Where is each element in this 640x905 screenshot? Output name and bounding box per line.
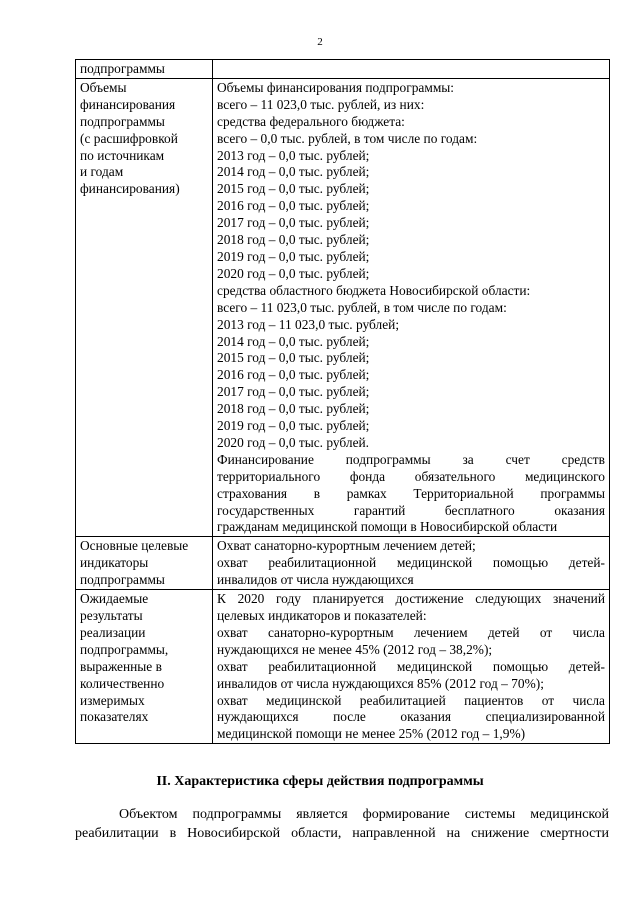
value-line: охват реабилитационной медицинской помощью детей- [217, 555, 605, 571]
value-line: Охват санаторно-курортным лечением детей; [217, 538, 476, 554]
value-line: охват санаторно-курортным лечением детей от числа [217, 624, 605, 640]
section-heading: II. Характеристика сферы действия подпрограммы [156, 774, 484, 789]
label-line: финансирования) [80, 181, 180, 197]
table-row [76, 78, 610, 536]
label-line: показателях [80, 709, 149, 725]
value-line: 2013 год – 11 023,0 тыс. рублей; [217, 316, 400, 332]
table-row [76, 60, 610, 79]
value-line: инвалидов от числа нуждающихся 85% (2012 год – 70%); [217, 675, 544, 691]
table-cell-value [213, 60, 610, 79]
paragraph-line: реабилитации в Новосибирской области, направленной на снижение смертности [75, 826, 609, 841]
table-cell-value [213, 590, 610, 744]
value-line: 2016 год – 0,0 тыс. рублей; [217, 367, 370, 383]
value-line: 2017 год – 0,0 тыс. рублей; [217, 384, 370, 400]
page-number: 2 [317, 36, 323, 48]
value-line: инвалидов от числа нуждающихся [217, 572, 414, 588]
value-line: страхования в рамках Территориальной программы [217, 485, 605, 501]
value-line: 2019 год – 0,0 тыс. рублей; [217, 248, 370, 264]
table-cell-value [213, 537, 610, 590]
value-line: всего – 0,0 тыс. рублей, в том числе по годам: [217, 130, 478, 146]
value-line: 2018 год – 0,0 тыс. рублей; [217, 232, 370, 248]
value-line: государственных гарантий бесплатного оказания [217, 502, 605, 518]
value-line: Объемы финансирования подпрограммы: [217, 79, 455, 95]
value-line: целевых индикаторов и показателей: [217, 608, 427, 623]
label-line: подпрограммы [80, 113, 165, 129]
table-cell-value [213, 78, 610, 536]
table-cell-label [76, 60, 213, 79]
label-line: индикаторы [80, 555, 149, 571]
value-line: средства областного бюджета Новосибирской области: [217, 282, 531, 298]
passport-table [75, 59, 610, 744]
value-line: средства федерального бюджета: [217, 113, 405, 129]
label-line: подпрограммы, [80, 641, 169, 657]
label-line: подпрограммы [80, 61, 165, 76]
value-line: 2016 год – 0,0 тыс. рублей; [217, 198, 370, 214]
value-line: К 2020 году планируется достижение следующих значений [217, 591, 605, 607]
table-cell-label [76, 537, 213, 590]
value-line: 2020 год – 0,0 тыс. рублей; [217, 265, 370, 281]
value-line: всего – 11 023,0 тыс. рублей, в том числе по годам: [217, 299, 507, 315]
value-line: охват медицинской реабилитацией пациентов от числа [217, 692, 605, 708]
table-cell-label [76, 78, 213, 536]
label-line: реализации [80, 624, 146, 640]
label-line: результаты [80, 608, 143, 623]
label-line: количественно [80, 675, 165, 691]
label-line: Объемы [80, 79, 127, 95]
body-paragraph [75, 805, 609, 843]
table-row [76, 537, 610, 590]
value-line: гражданам медицинской помощи в Новосибирской области [217, 519, 558, 535]
value-line: 2014 год – 0,0 тыс. рублей; [217, 333, 370, 349]
paragraph-line: Объектом подпрограммы является формирование системы медицинской [119, 807, 609, 822]
value-line: 2017 год – 0,0 тыс. рублей; [217, 215, 370, 231]
value-line: 2015 год – 0,0 тыс. рублей; [217, 181, 370, 197]
label-line: финансирования [80, 96, 176, 112]
value-line: 2019 год – 0,0 тыс. рублей; [217, 418, 370, 434]
table-cell-label [76, 590, 213, 744]
value-line: Финансирование подпрограммы за счет средств [217, 451, 605, 467]
value-line: 2014 год – 0,0 тыс. рублей; [217, 164, 370, 180]
value-line: нуждающихся после оказания специализированной [217, 709, 605, 725]
value-line: 2020 год – 0,0 тыс. рублей. [217, 434, 370, 450]
label-line: выраженные в [80, 658, 162, 674]
label-line: Ожидаемые [80, 591, 149, 607]
value-line: 2018 год – 0,0 тыс. рублей; [217, 401, 370, 417]
label-line: (с расшифровкой [80, 130, 178, 146]
value-line: 2013 год – 0,0 тыс. рублей; [217, 147, 370, 163]
value-line: 2015 год – 0,0 тыс. рублей; [217, 350, 370, 366]
value-line: медицинской помощи не менее 25% (2012 год – 1,9%) [217, 726, 526, 742]
label-line: подпрограммы [80, 572, 165, 588]
value-line: всего – 11 023,0 тыс. рублей, из них: [217, 96, 425, 112]
label-line: по источникам [80, 147, 165, 163]
label-line: Основные целевые [80, 538, 189, 554]
label-line: измеримых [80, 692, 145, 708]
table-row [76, 590, 610, 744]
label-line: и годам [80, 164, 124, 180]
value-line: нуждающихся не менее 45% (2012 год – 38,2%); [217, 641, 493, 657]
value-line: территориального фонда обязательного медицинского [217, 468, 605, 484]
value-line: охват реабилитационной медицинской помощью детей- [217, 658, 605, 674]
